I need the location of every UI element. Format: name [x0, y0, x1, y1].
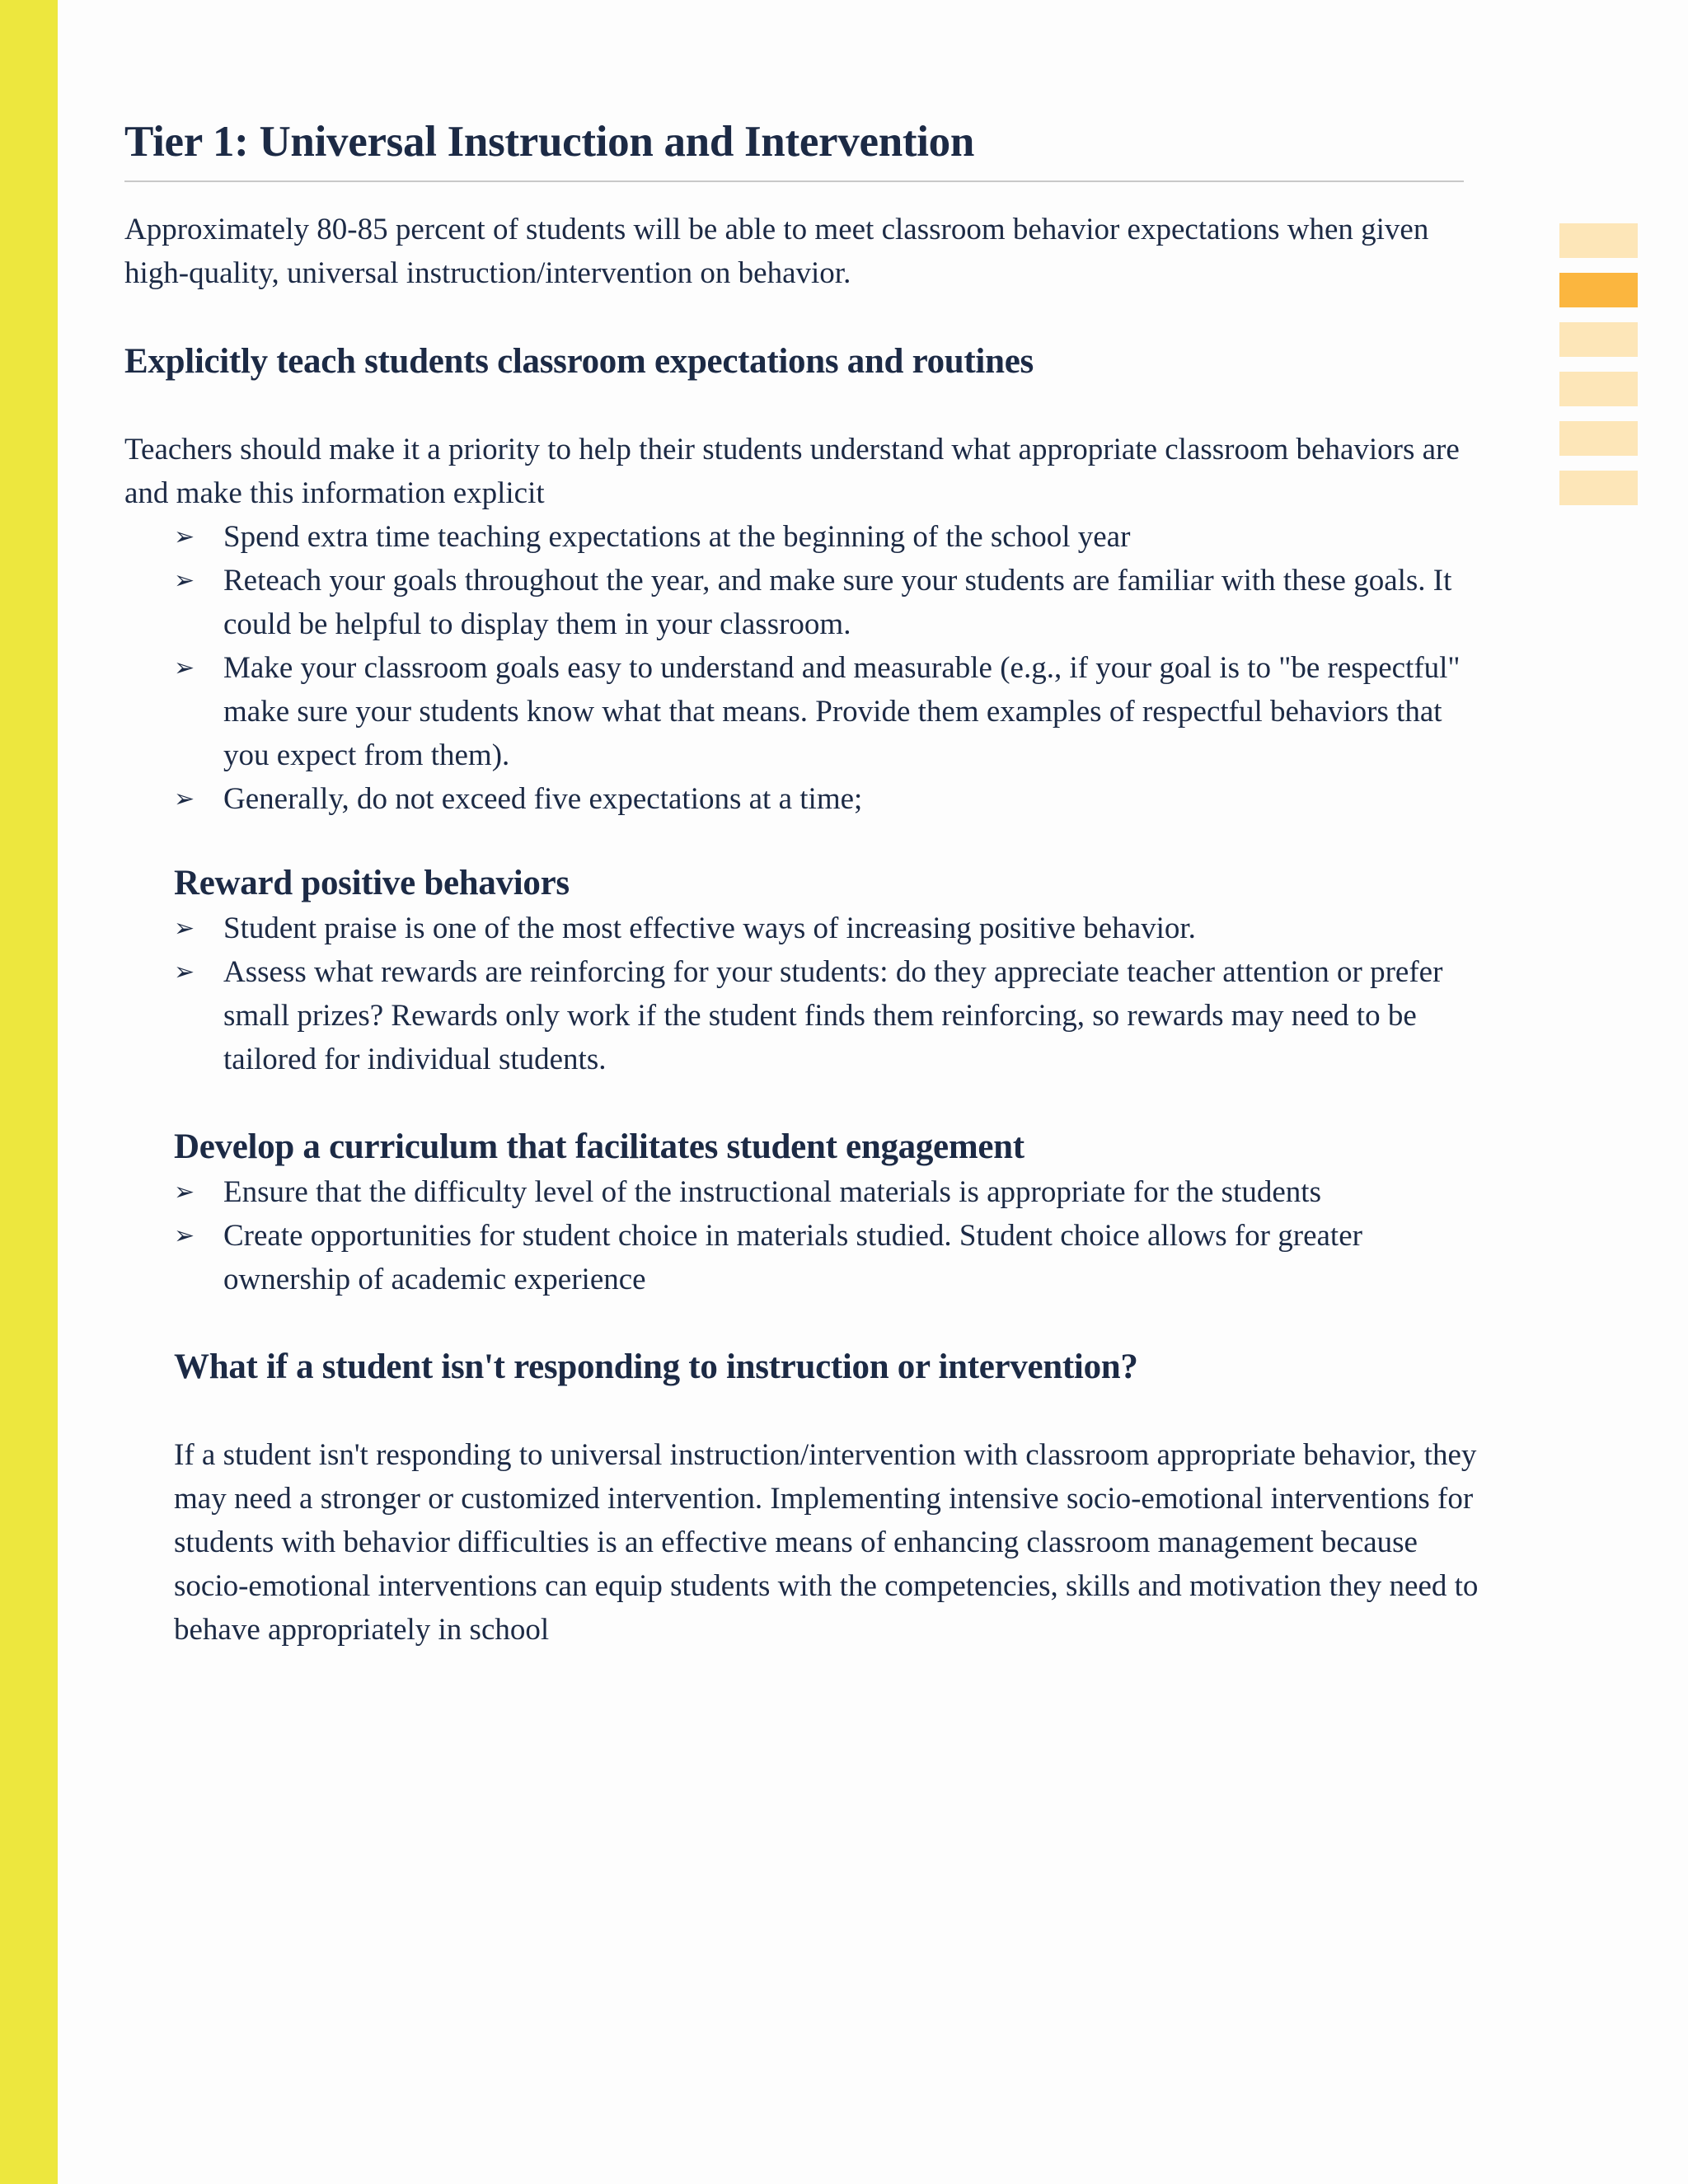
- list-item-text: Make your classroom goals easy to understand and measurable (e.g., if your goal is to "be respectful" make sure your students know what that means. Provide them examples of respectful behaviors that you expect from them).: [223, 651, 1461, 772]
- list-item: [174, 1214, 1493, 1301]
- list-item-text: Spend extra time teaching expectations at the beginning of the school year: [223, 520, 1131, 554]
- page-tab[interactable]: [1559, 223, 1638, 258]
- list-item: [174, 907, 1493, 950]
- list-item-text: Generally, do not exceed five expectations at a time;: [223, 782, 863, 816]
- arrowhead-bullet-icon: ➢: [174, 785, 195, 813]
- page-tab[interactable]: [1559, 421, 1638, 456]
- page-tab-strip: [1559, 223, 1638, 520]
- page-tab[interactable]: [1559, 471, 1638, 505]
- list-item-text: Create opportunities for student choice in materials studied. Student choice allows for greater ownership of academic experience: [223, 1219, 1362, 1296]
- arrowhead-bullet-icon: ➢: [174, 1178, 195, 1207]
- arrowhead-bullet-icon: ➢: [174, 566, 195, 595]
- section-heading-reward: Reward positive behaviors: [174, 864, 570, 902]
- list-item: [174, 1170, 1493, 1214]
- section-heading-curriculum: Develop a curriculum that facilitates student engagement: [174, 1127, 1025, 1166]
- list-item: [174, 646, 1493, 777]
- list-item-text: Assess what rewards are reinforcing for your students: do they appreciate teacher attention or prefer small prizes? Rewards only work if the student finds them reinforcing, so rewards may need to be tailored for individual students.: [223, 955, 1443, 1076]
- page-title: Tier 1: Universal Instruction and Intervention: [124, 118, 975, 166]
- list-item: [174, 777, 1493, 821]
- reward-list: [124, 907, 1493, 1081]
- arrowhead-bullet-icon: ➢: [174, 654, 195, 682]
- expectations-paragraph: Teachers should make it a priority to help their students understand what appropriate classroom behaviors are and make this information explicit: [124, 433, 1460, 510]
- list-item: [174, 559, 1493, 646]
- list-item: [174, 515, 1493, 559]
- curriculum-list: [124, 1170, 1493, 1301]
- list-item-text: Ensure that the difficulty level of the instructional materials is appropriate for the students: [223, 1175, 1321, 1209]
- list-item-text: Student praise is one of the most effective ways of increasing positive behavior.: [223, 912, 1196, 945]
- page-tab[interactable]: [1559, 372, 1638, 406]
- expectations-list: [124, 515, 1493, 821]
- page-tab[interactable]: [1559, 322, 1638, 357]
- document-body: [124, 115, 1493, 1652]
- not-responding-paragraph: If a student isn't responding to universal instruction/intervention with classroom appropriate behavior, they may need a stronger or customized intervention. Implementing intensive socio-emotional interventions for students with behavior difficulties is an effective means of enhancing classroom management because socio-emotional interventions can equip students with the competencies, skills and motivation they need to behave appropriately in school: [174, 1438, 1479, 1647]
- arrowhead-bullet-icon: ➢: [174, 523, 195, 551]
- page-tab-active[interactable]: [1559, 273, 1638, 307]
- arrowhead-bullet-icon: ➢: [174, 914, 195, 943]
- section-heading-expectations: Explicitly teach students classroom expectations and routines: [124, 342, 1034, 381]
- list-item: [174, 950, 1493, 1081]
- side-accent-bar: [0, 0, 58, 2184]
- arrowhead-bullet-icon: ➢: [174, 958, 195, 987]
- list-item-text: Reteach your goals throughout the year, and make sure your students are familiar with these goals. It could be helpful to display them in your classroom.: [223, 564, 1452, 641]
- section-heading-not-responding: What if a student isn't responding to instruction or intervention?: [174, 1347, 1138, 1386]
- arrowhead-bullet-icon: ➢: [174, 1221, 195, 1250]
- title-divider: [124, 180, 1464, 182]
- intro-paragraph: Approximately 80-85 percent of students will be able to meet classroom behavior expectations when given high-quality, universal instruction/intervention on behavior.: [124, 213, 1429, 290]
